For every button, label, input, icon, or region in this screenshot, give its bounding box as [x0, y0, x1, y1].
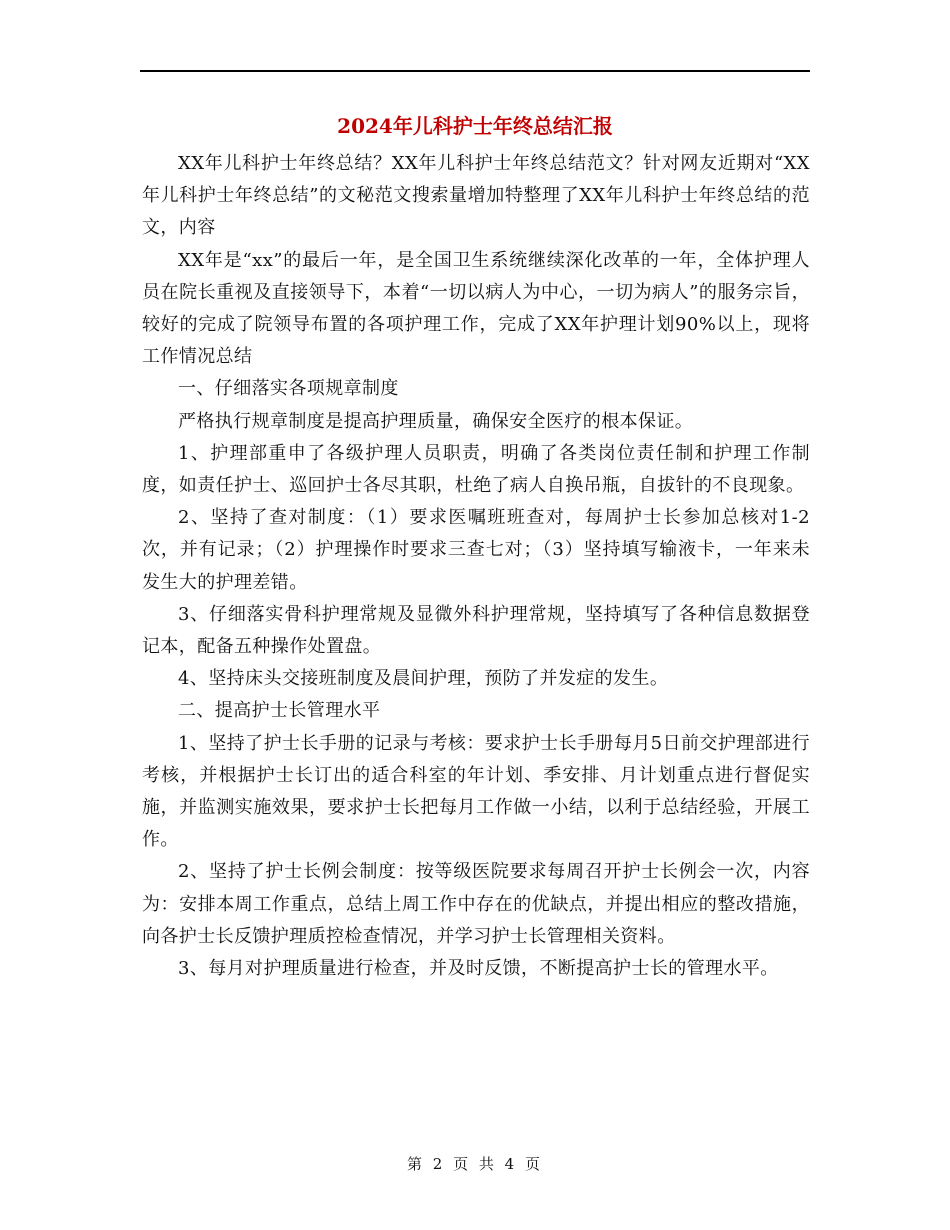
page-number: 第 2 页 共 4 页 — [407, 1155, 543, 1173]
document-title: 2024年儿科护士年终总结汇报 — [337, 114, 613, 138]
header-rule — [140, 70, 810, 72]
section-2-item-1: 1、坚持了护士长手册的记录与考核：要求护士长手册每月5日前交护理部进行考核，并根据护士长订出的适合科室的年计划、季安排、月计划重点进行督促实施，并监测实施效果，要求护士长把每月工作做一小结，以利于总结经验，开展工作。 — [142, 732, 810, 851]
section-1-lead: 严格执行规章制度是提高护理质量，确保安全医疗的根本保证。 — [178, 410, 694, 432]
section-1-item-3: 3、仔细落实骨科护理常规及显微外科护理常规，坚持填写了各种信息数据登记本，配备五种操作处置盘。 — [142, 603, 810, 658]
document-body — [142, 148, 810, 985]
section-2-item-3: 3、每月对护理质量进行检查，并及时反馈，不断提高护士长的管理水平。 — [178, 958, 779, 980]
overview-paragraph: XX年是“xx”的最后一年，是全国卫生系统继续深化改革的一年，全体护理人员在院长重视及直接领导下，本着“一切以病人为中心，一切为病人”的服务宗旨，较好的完成了院领导布置的各项护理工作，完成了XX年护理计划90%以上，现将工作情况总结 — [142, 249, 810, 368]
section-heading-1: 一、仔细落实各项规章制度 — [178, 378, 399, 400]
section-heading-2: 二、提高护士长管理水平 — [178, 700, 381, 722]
section-1-item-4: 4、坚持床头交接班制度及晨间护理，预防了并发症的发生。 — [178, 668, 669, 690]
section-1-item-1: 1、护理部重申了各级护理人员职责，明确了各类岗位责任制和护理工作制度，如责任护士、巡回护士各尽其职，杜绝了病人自换吊瓶，自拔针的不良现象。 — [142, 442, 810, 497]
section-2-item-2: 2、坚持了护士长例会制度：按等级医院要求每周召开护士长例会一次，内容为：安排本周工作重点，总结上周工作中存在的优缺点，并提出相应的整改措施，向各护士长反馈护理质控检查情况，并学习护士长管理相关资料。 — [142, 861, 810, 947]
intro-paragraph: XX年儿科护士年终总结？XX年儿科护士年终总结范文？针对网友近期对“XX年儿科护士年终总结”的文秘范文搜索量增加特整理了XX年儿科护士年终总结的范文，内容 — [142, 153, 810, 239]
section-1-item-2: 2、坚持了查对制度：（1）要求医嘱班班查对，每周护士长参加总核对1-2次，并有记录；（2）护理操作时要求三查七对；（3）坚持填写输液卡，一年来未发生大的护理差错。 — [142, 507, 810, 593]
